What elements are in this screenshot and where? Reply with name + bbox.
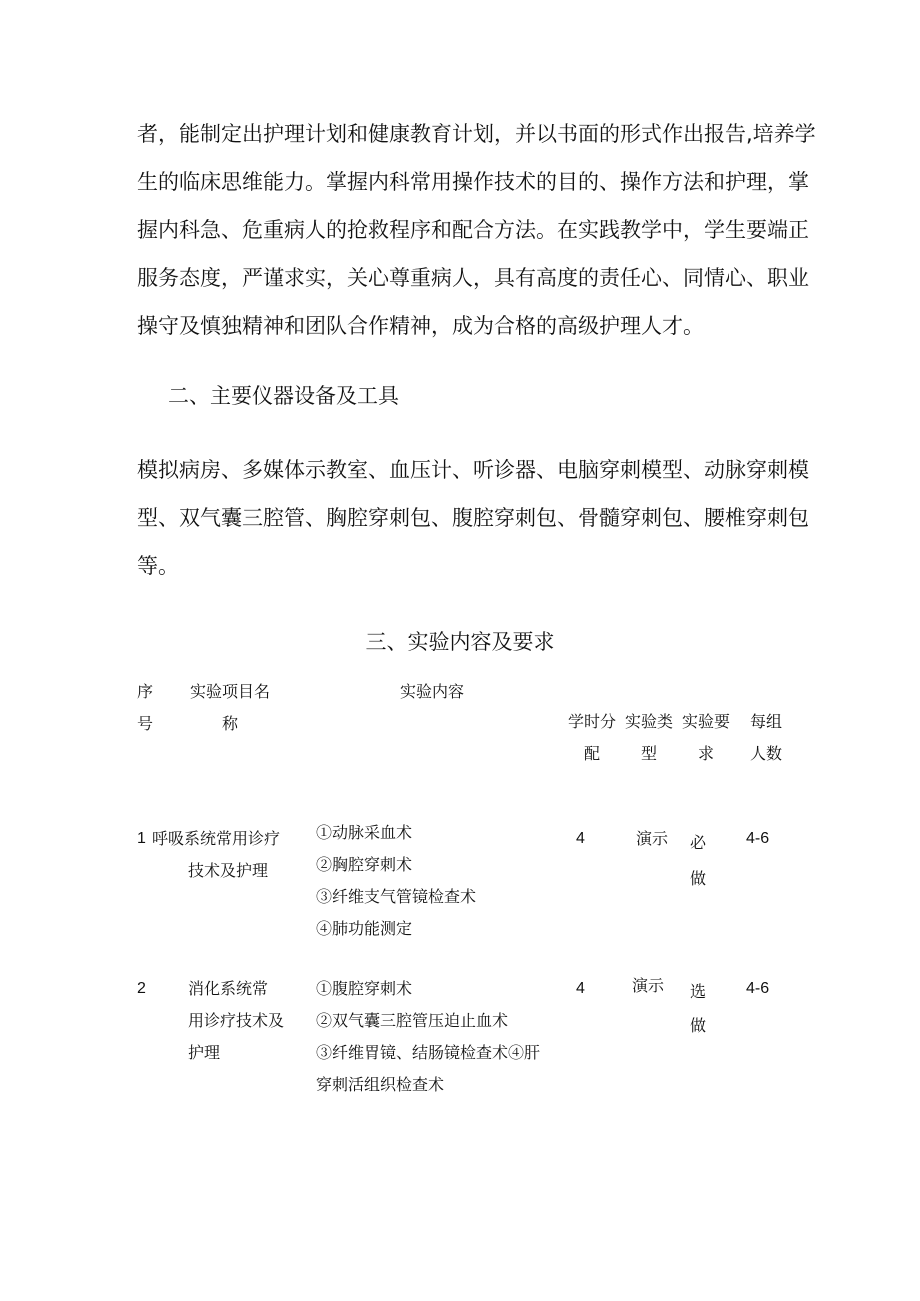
row-hours: 4 (576, 830, 585, 847)
row-hours: 4 (576, 980, 585, 997)
text-line: 型、双气囊三腔管、胸腔穿刺包、腹腔穿刺包、骨髓穿刺包、腰椎穿刺包 (137, 506, 809, 530)
text-line: 生的临床思维能力。掌握内科常用操作技术的目的、操作方法和护理，掌 (137, 170, 809, 194)
header-hours: 学时分 配 (567, 712, 616, 763)
row-content: ①腹腔穿刺术 ②双气囊三腔管压迫止血术 ③纤维胃镜、结肠镜检查术④肝 穿刺活组织检查术 (316, 979, 541, 1094)
row-content: ①动脉采血术 ②胸腔穿刺术 ③纤维支气管镜检查术 ④肺功能测定 (316, 823, 477, 938)
row-name-line: 技术及护理 (188, 861, 269, 880)
header-content: 实验内容 (400, 682, 465, 701)
row-type: 演示 (636, 829, 669, 848)
row-requirement: 必 做 (690, 833, 707, 888)
section-heading-equipment: 二、主要仪器设备及工具 (168, 384, 399, 408)
text-line: 服务态度，严谨求实，关心尊重病人，具有高度的责任心、同情心、职业 (137, 266, 809, 290)
row-group-size: 4-6 (746, 980, 770, 997)
text-line: 模拟病房、多媒体示教室、血压计、听诊器、电脑穿刺模型、动脉穿刺模 (137, 458, 809, 482)
header-group-size: 每组 人数 (749, 712, 782, 763)
header-seq: 序 号 (137, 682, 154, 733)
header-requirement: 实验要 求 (681, 712, 730, 763)
text-line: 者，能制定出护理计划和健康教育计划，并以书面的形式作出报告,培养学 (137, 122, 816, 146)
text-line: 操守及慎独精神和团队合作精神，成为合格的高级护理人才。 (137, 314, 704, 338)
header-name: 实验项目名 称 (189, 682, 270, 733)
row-seq: 1 (137, 830, 146, 847)
row-requirement: 选 做 (690, 982, 707, 1035)
row-type: 演示 (632, 976, 665, 995)
row-seq: 2 (137, 980, 146, 997)
row-name-line: 呼吸系统常用诊疗 (152, 829, 281, 848)
header-type: 实验类 型 (624, 712, 673, 763)
row-group-size: 4-6 (746, 830, 770, 847)
intro-paragraph (137, 110, 816, 350)
row-name: 消化系统常 用诊疗技术及 护理 (188, 979, 285, 1062)
text-line: 握内科急、危重病人的抢救程序和配合方法。在实践教学中，学生要端正 (137, 218, 809, 242)
section-heading-experiments: 三、实验内容及要求 (365, 630, 555, 654)
text-line: 等。 (137, 554, 179, 578)
equipment-paragraph (137, 446, 809, 590)
